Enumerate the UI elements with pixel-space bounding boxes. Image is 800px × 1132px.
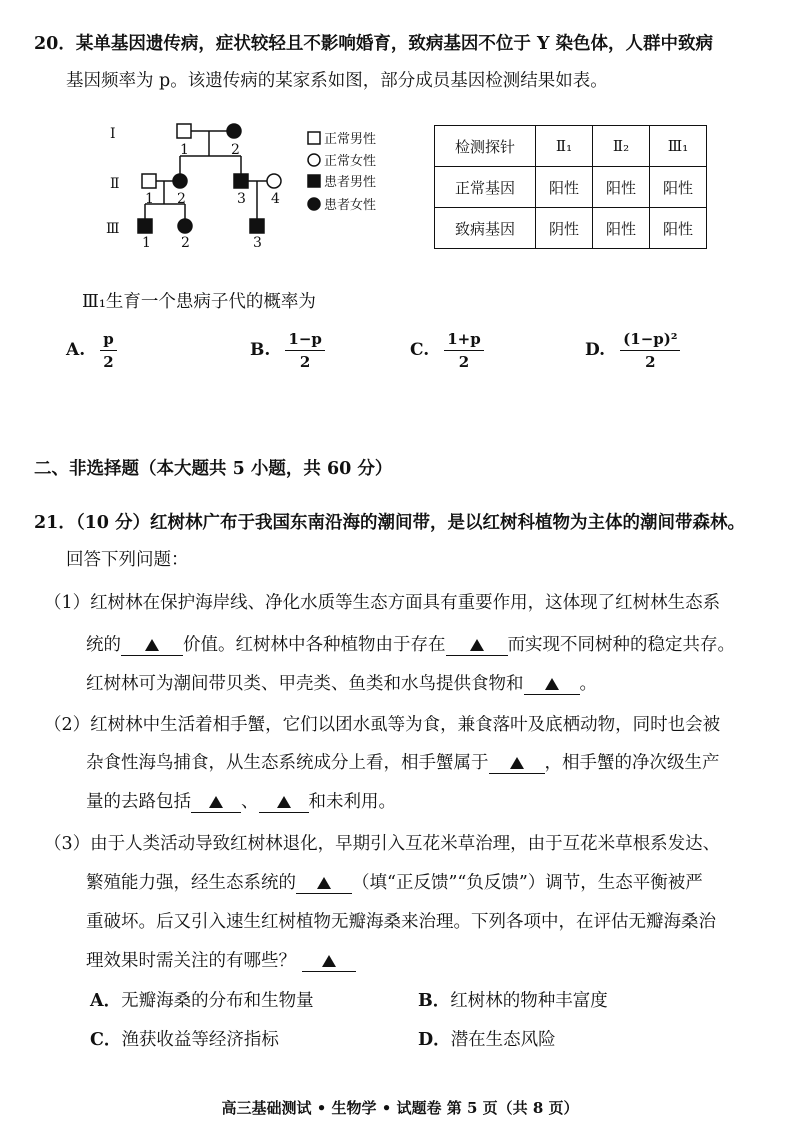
table-cell: 阴性 xyxy=(536,208,593,249)
table-cell: 致病基因 xyxy=(435,208,536,249)
q21-intro-line1: 21．（10 分）红树林广布于我国东南沿海的潮间带，是以红树科植物为主体的潮间带森林。 xyxy=(34,513,746,533)
q21-part1-line1: （1）红树林在保护海岸线、净化水质等生态方面具有重要作用，这体现了红树林生态系 xyxy=(44,593,721,613)
label-II3: 3 xyxy=(237,191,246,207)
answer-blank[interactable] xyxy=(296,873,352,894)
legend-normal-female: 正常女性 xyxy=(324,154,377,169)
fraction-denominator: 2 xyxy=(299,353,311,371)
pedigree-I1 xyxy=(177,124,191,138)
fraction-denominator: 2 xyxy=(645,353,656,371)
fraction-numerator: p xyxy=(100,330,117,351)
fraction-numerator: 1+p xyxy=(444,330,484,351)
table-cell: 阳性 xyxy=(650,208,707,249)
q21-option-c[interactable]: C．渔获收益等经济指标 xyxy=(90,1030,279,1050)
answer-blank[interactable] xyxy=(121,635,183,656)
q20-stem-line2: 基因频率为 p。该遗传病的某家系如图，部分成员基因检测结果如表。 xyxy=(66,71,608,91)
q21-part2-line2: 杂食性海鸟捕食，从生态系统成分上看，相手蟹属于 ，相手蟹的净次级生产 xyxy=(86,753,720,773)
fraction-numerator: 1−p xyxy=(285,330,325,351)
legend-affected-female-icon xyxy=(308,198,320,210)
answer-blank[interactable] xyxy=(259,792,309,813)
legend-affected-male: 患者男性 xyxy=(324,175,377,190)
answer-blank[interactable] xyxy=(191,792,241,813)
q20-option-d[interactable]: D. $\frac{\text{(1−p)²}}{2}$ xyxy=(585,330,680,371)
pedigree-diagram xyxy=(100,114,400,254)
fraction-denominator: 2 xyxy=(458,353,470,371)
q21-part2-line1: （2）红树林中生活着相手蟹，它们以团水虱等为食，兼食落叶及底栖动物，同时也会被 xyxy=(44,715,721,735)
pedigree-I2 xyxy=(227,124,241,138)
q20-stem-line1: 20．某单基因遗传病，症状较轻且不影响婚育，致病基因不位于 Y 染色体，人群中致病 xyxy=(34,34,714,54)
triangle-icon xyxy=(470,639,484,651)
table-header: Ⅱ₂ xyxy=(593,126,650,167)
fraction-denominator: 2 xyxy=(103,353,114,371)
q21-part2-line3: 量的去路包括 、 和未利用。 xyxy=(86,792,396,812)
table-header: 检测探针 xyxy=(435,126,536,167)
q21-part3-line4: 理效果时需关注的有哪些？ xyxy=(86,949,356,973)
gen-label-II: Ⅱ xyxy=(110,176,120,192)
label-III3: 3 xyxy=(253,235,262,251)
answer-blank[interactable] xyxy=(446,635,508,656)
legend-affected-female: 患者女性 xyxy=(324,198,377,213)
pedigree-II2 xyxy=(173,174,187,188)
triangle-icon xyxy=(145,639,159,651)
triangle-icon xyxy=(510,757,524,769)
label-II1: 1 xyxy=(145,191,154,207)
triangle-icon xyxy=(317,877,331,889)
q20-question: Ⅲ₁生育一个患病子代的概率为 xyxy=(82,292,316,312)
table-header: Ⅱ₁ xyxy=(536,126,593,167)
table-header: Ⅲ₁ xyxy=(650,126,707,167)
q21-option-a[interactable]: A．无瓣海桑的分布和生物量 xyxy=(90,991,314,1011)
triangle-icon xyxy=(277,796,291,808)
legend-affected-male-icon xyxy=(308,175,320,187)
pedigree-III1 xyxy=(138,219,152,233)
q21-part3-line3: 重破坏。后又引入速生红树植物无瓣海桑来治理。下列各项中，在评估无瓣海桑治 xyxy=(86,912,716,932)
legend-normal-male: 正常男性 xyxy=(324,132,377,147)
pedigree-II3 xyxy=(234,174,248,188)
q21-intro-line2: 回答下列问题： xyxy=(66,550,189,570)
answer-blank[interactable] xyxy=(524,674,580,695)
table-cell: 阳性 xyxy=(650,167,707,208)
pedigree-II4 xyxy=(267,174,281,188)
q20-option-c[interactable]: C. $\frac{1+p}{2}$ xyxy=(410,330,484,371)
label-II4: 4 xyxy=(271,191,280,207)
gen-label-III: Ⅲ xyxy=(106,221,120,237)
q21-part3-line2: 繁殖能力强，经生态系统的 （填“正反馈”“负反馈”）调节，生态平衡被严 xyxy=(86,873,703,893)
label-II2: 2 xyxy=(177,191,186,207)
answer-blank[interactable] xyxy=(489,753,545,774)
triangle-icon xyxy=(322,955,336,967)
q21-part1-line2: 统的 价值。红树林中各种植物由于存在 而实现不同树种的稳定共存。 xyxy=(86,635,735,655)
label-III1: 1 xyxy=(142,235,151,251)
page-footer: 高三基础测试 • 生物学 • 试题卷 第 5 页（共 8 页） xyxy=(221,1099,579,1117)
pedigree-III3 xyxy=(250,219,264,233)
label-I2: 2 xyxy=(231,142,240,158)
triangle-icon xyxy=(209,796,223,808)
q21-option-d[interactable]: D．潜在生态风险 xyxy=(418,1030,556,1050)
fraction-numerator: (1−p)² xyxy=(620,330,680,351)
q21-option-b[interactable]: B．红树林的物种丰富度 xyxy=(418,991,608,1011)
label-III2: 2 xyxy=(181,235,190,251)
section-heading: 二、非选择题（本大题共 5 小题，共 60 分） xyxy=(34,459,393,479)
table-cell: 阳性 xyxy=(593,167,650,208)
table-cell: 阳性 xyxy=(536,167,593,208)
gen-label-I: Ⅰ xyxy=(110,126,116,142)
q21-part3-line1: （3）由于人类活动导致红树林退化，早期引入互花米草治理，由于互花米草根系发达、 xyxy=(44,834,721,854)
table-cell: 阳性 xyxy=(593,208,650,249)
answer-blank[interactable] xyxy=(302,951,356,972)
label-I1: 1 xyxy=(180,142,189,158)
legend-normal-male-icon xyxy=(308,132,320,144)
probe-table xyxy=(434,125,707,249)
legend-normal-female-icon xyxy=(308,154,320,166)
triangle-icon xyxy=(545,678,559,690)
q20-option-a[interactable]: A. $\frac{p}{2}$ xyxy=(66,330,117,371)
q20-option-b[interactable]: B. $\frac{1-p}{2}$ xyxy=(250,330,325,371)
q21-part1-line3: 红树林可为潮间带贝类、甲壳类、鱼类和水鸟提供食物和 。 xyxy=(86,674,597,694)
table-cell: 正常基因 xyxy=(435,167,536,208)
pedigree-III2 xyxy=(178,219,192,233)
pedigree-II1 xyxy=(142,174,156,188)
